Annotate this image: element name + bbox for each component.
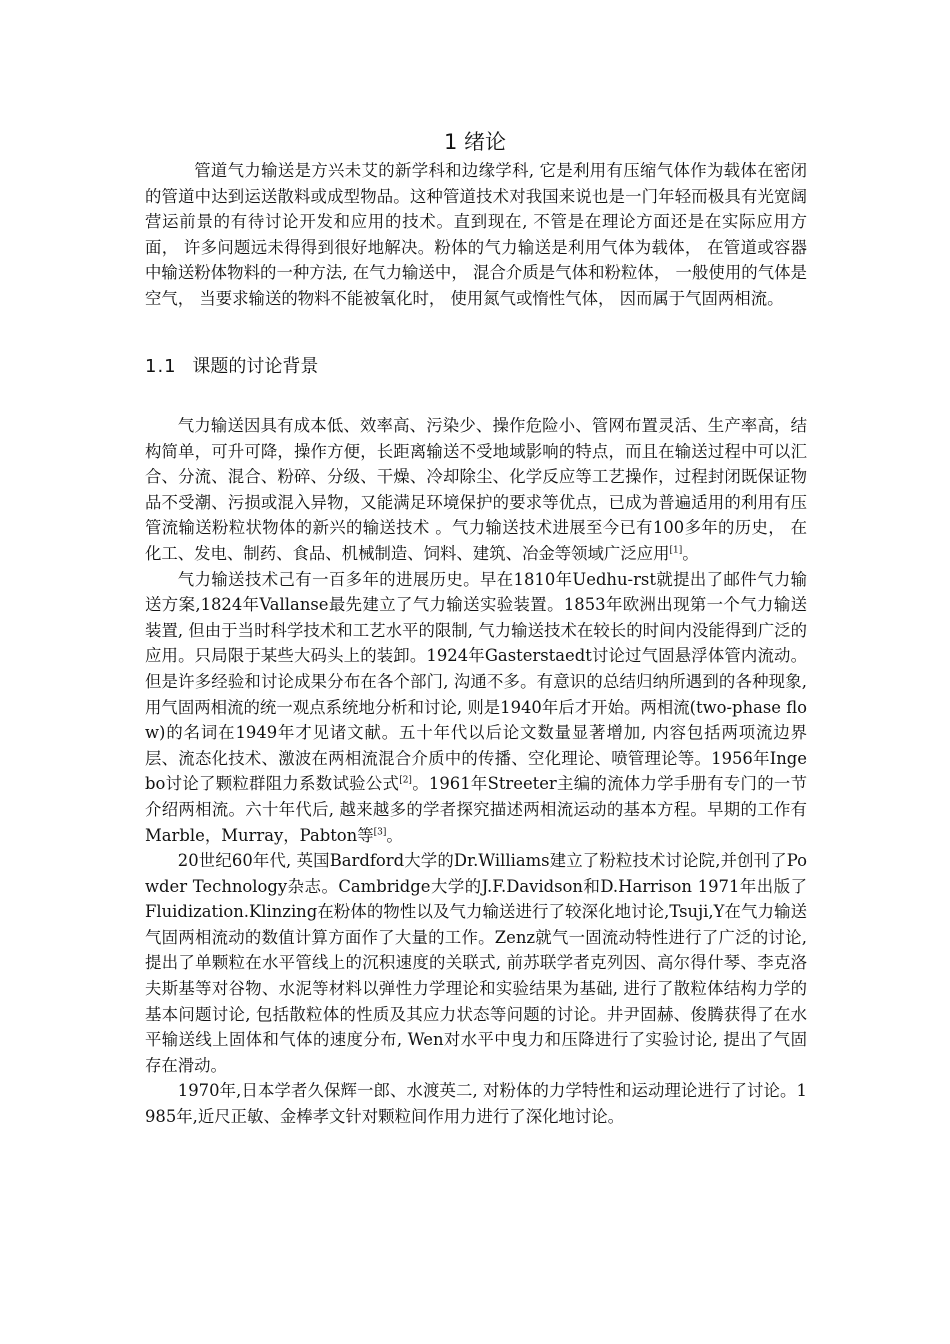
citation-1: [1] (669, 545, 683, 556)
paragraph-1-text: 气力输送因具有成本低、效率高、污染少、操作危险小、管网布置灵活、生产率高，结构简单，可升可降，操作方便，长距离输送不受地域影响的特点，而且在输送过程中可以汇合、分流、混合、粉碎、分级、干燥、冷却除尘、化学反应等工艺操作，过程封闭既保证物品不受潮、污损或混入异物，又能满足环境保护的要求等优点，已成为普遍适用的利用有压管流输送粉粒状物体的新兴的输送技术 。气力输送技术进展至今已有100多年的历史， 在化工、发电、制药、食品、机械制造、饲料、建筑、冶金等领域广泛应用 (145, 416, 807, 563)
paragraph-1 (145, 413, 807, 567)
citation-2: [2] (399, 775, 412, 786)
paragraph-1-tail: 。 (682, 543, 699, 563)
section-heading (145, 354, 318, 380)
intro-block (145, 158, 807, 312)
intro-paragraph: 管道气力输送是方兴未艾的新学科和边缘学科, 它是利用有压缩气体作为载体在密闭的管道中达到运送散料或成型物品。这种管道技术对我国来说也是一门年轻而极具有光宽阔营运前景的有待讨论开发和应用的技术。直到现在, 不管是在理论方面还是在实际应用方面， 许多问题远未得得到很好地解决。粉体的气力输送是利用气体为载体， 在管道或容器中输送粉体物料的一种方法, 在气力输送中， 混合介质是气体和粉粒体， 一般使用的气体是空气， 当要求输送的物料不能被氧化时， 使用氮气或惰性气体， 因而属于气固两相流。 (145, 161, 807, 308)
citation-3: [3] (373, 827, 387, 838)
paragraph-4: 1970年,日本学者久保辉一郎、水渡英二, 对粉体的力学特性和运动理论进行了讨论。1985年,近尺正敏、金棒孝文针对颗粒间作用力进行了深化地讨论。 (145, 1081, 807, 1127)
paragraph-2-text-b: 。1961年Streeter主编的流体力学手册有专门的一节介绍两相流。六十年代后, 越来越多的学者探究描述两相流运动的基本方程。早期的工作有Marble，Murray，Pabton等 (145, 774, 807, 845)
paragraph-2 (145, 567, 807, 849)
section-body (145, 413, 807, 1130)
paragraph-2-tail: 。 (386, 825, 403, 845)
paragraph-3: 20世纪60年代, 英国Bardford大学的Dr.Williams建立了粉粒技术讨论院,并创刊了Powder Technology杂志。Cambridge大学的J.F.Davidson和D.Harrison 1971年出版了Fluidization.Klinzing在粉体的物性以及气力输送进行了较深化地讨论,Tsuji,Y在气力输送气固两相流动的数值计算方面作了大量的工作。Zenz就气一固流动特性进行了广泛的讨论, 提出了单颗粒在水平管线上的沉积速度的关联式, 前苏联学者克列因、高尔得什琴、李克洛夫斯基等对谷物、水泥等材料以弹性力学理论和实验结果为基础, 进行了散粒体结构力学的基本问题讨论, 包括散粒体的性质及其应力状态等问题的讨论。井尹固赫、俊腾获得了在水平输送线上固体和气体的速度分布, Wen对水平中曳力和压降进行了实验讨论, 提出了气固存在滑动。 (145, 851, 807, 1075)
section-number: 1.1 (145, 356, 177, 377)
paragraph-2-text-a: 气力输送技术己有一百多年的进展历史。早在1810年Uedhu-rst就提出了邮件气力输送方案,1824年Vallanse最先建立了气力输送实验装置。1853年欧洲出现第一个气力输送装置, 但由于当时科学技术和工艺水平的限制, 气力输送技术在较长的时间内没能得到广泛的应用。只局限于某些大码头上的装卸。1924年Gasterstaedt讨论过气固悬浮体管内流动。但是许多经验和讨论成果分布在各个部门, 沟通不多。有意识的总结归纳所遇到的各种现象, 用气固两相流的统一观点系统地分析和讨论, 则是1940年后才开始。两相流(two-phase flow)的名词在1949年才见诸文献。五十年代以后论文数量显著增加, 内容包括两项流边界层、流态化技术、激波在两相流混合介质中的传播、空化理论、喷管理论等。1956年Ingebo讨论了颗粒群阻力系数试验公式 (145, 569, 807, 794)
chapter-title: 1 绪论 (443, 130, 507, 154)
section-title: 课题的讨论背景 (192, 356, 319, 377)
